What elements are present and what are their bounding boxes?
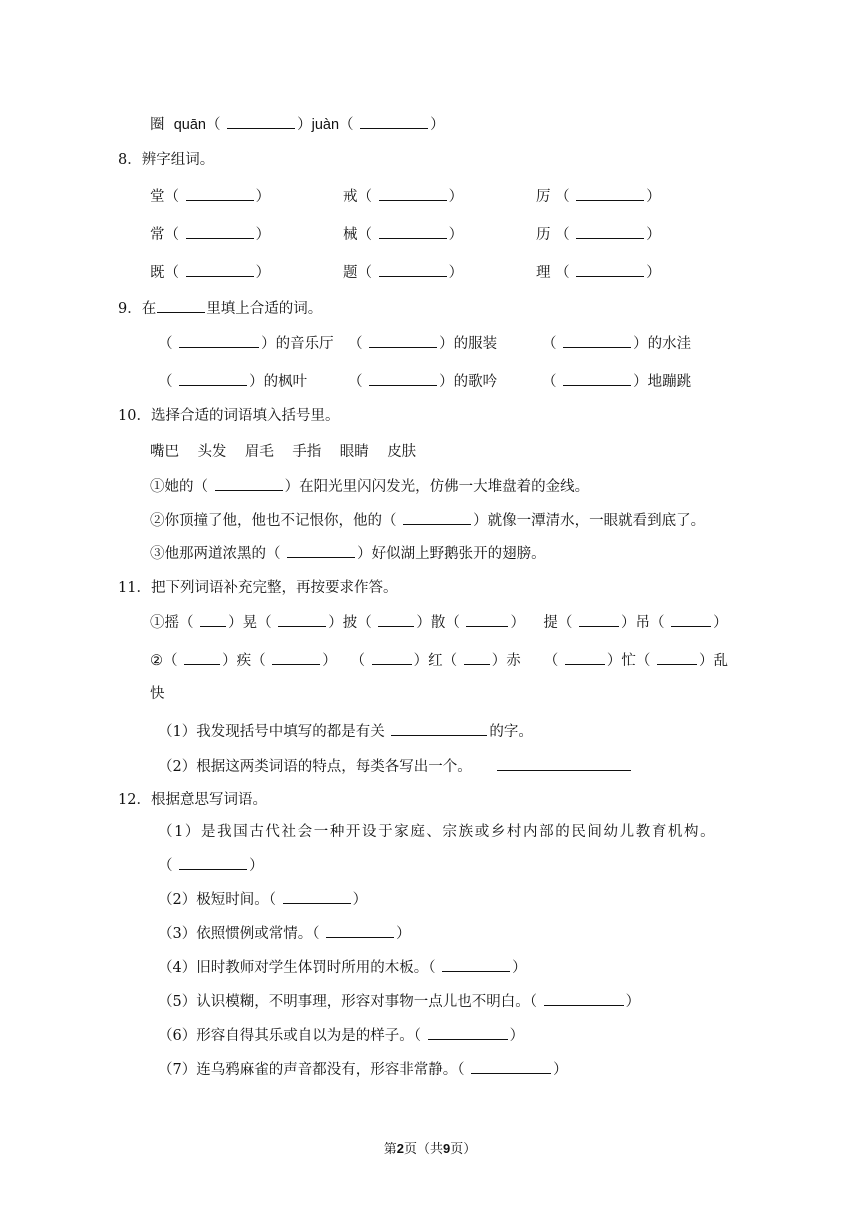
q10-sentence-1 xyxy=(150,476,589,497)
char: 散 xyxy=(430,615,446,631)
text: ）在阳光里闪闪发光，仿佛一大堆盘着的金线。 xyxy=(284,479,590,495)
char: 忙 xyxy=(621,653,636,669)
answer-blank[interactable] xyxy=(186,186,254,201)
q12-title: 12．根据意思写词语。 xyxy=(118,792,267,808)
text: ）就像一潭清水，一眼就看到底了。 xyxy=(473,513,706,529)
q8-char: 历 xyxy=(536,227,551,243)
word: 眼睛 xyxy=(339,444,369,460)
answer-blank[interactable] xyxy=(283,889,351,904)
q8-char: 堂 xyxy=(150,189,165,205)
text: （7）连乌鸦麻雀的声音都没有，形容非常静。（ xyxy=(158,1062,465,1078)
total-pages: 9 xyxy=(443,1141,451,1156)
text: 的字。 xyxy=(489,724,533,740)
q8-char: 题 xyxy=(343,265,358,281)
q12-item-5: （5）认识模糊，不明事理，形容对事物一点儿也不明白。（ ） xyxy=(158,991,640,1012)
word: 皮肤 xyxy=(387,444,417,460)
answer-blank[interactable] xyxy=(442,957,510,972)
q10-sentence-3 xyxy=(150,543,546,564)
char: ①摇 xyxy=(150,615,179,631)
answer-blank[interactable] xyxy=(657,650,697,665)
answer-blank[interactable] xyxy=(391,721,487,736)
answer-blank[interactable] xyxy=(184,650,220,665)
q8-item: 厉 （ ） xyxy=(536,186,661,207)
char: 提 xyxy=(543,615,558,631)
q11-answer-1 xyxy=(158,721,533,742)
text: （1）我发现括号中填写的都是有关 xyxy=(158,724,385,740)
text: （2）极短时间。（ xyxy=(158,892,276,908)
char: 晃 xyxy=(242,615,258,631)
phrase: 的枫叶 xyxy=(263,374,308,390)
title-blank xyxy=(157,298,205,313)
footer-text: 页） xyxy=(450,1142,477,1157)
q8-item: 常（ ） xyxy=(150,224,270,245)
answer-blank[interactable] xyxy=(369,333,437,348)
answer-blank[interactable] xyxy=(403,510,471,525)
q12-item-1: （1）是我国古代社会一种开设于家庭、宗族或乡村内部的民间幼儿教育机构。 xyxy=(158,824,717,840)
answer-blank[interactable] xyxy=(471,1059,551,1074)
answer-blank[interactable] xyxy=(466,612,508,627)
q8-item: 理 （ ） xyxy=(536,262,661,283)
answer-blank[interactable] xyxy=(326,923,394,938)
answer-blank[interactable] xyxy=(379,262,447,277)
answer-blank[interactable] xyxy=(379,186,447,201)
q9-row2: （ ）的枫叶 （ ）的歌吟 （ ）地蹦跳 xyxy=(158,371,691,392)
answer-blank[interactable] xyxy=(179,333,259,348)
word: 头发 xyxy=(197,444,227,460)
phrase: 的服装 xyxy=(453,336,498,352)
answer-blank[interactable] xyxy=(576,186,644,201)
q11-row2-wrap: 快 xyxy=(150,686,165,702)
q8-char: 理 xyxy=(536,265,551,281)
q10-word-bank xyxy=(150,442,416,462)
char: 披 xyxy=(342,615,358,631)
answer-blank[interactable] xyxy=(563,333,631,348)
phrase: 地蹦跳 xyxy=(647,374,692,390)
q8-char: 常 xyxy=(150,227,165,243)
answer-blank[interactable] xyxy=(579,612,619,627)
phrase: 的水洼 xyxy=(647,336,692,352)
q11-row2: ②（ ）疾（ ） （ ）红（ ）赤 （ ）忙（ ）乱 xyxy=(150,650,728,671)
answer-blank[interactable] xyxy=(378,612,414,627)
q8-item: 题（ ） xyxy=(343,262,463,283)
q8-item: 堂（ ） xyxy=(150,186,270,207)
answer-blank[interactable] xyxy=(278,612,326,627)
char: 疾 xyxy=(236,653,252,669)
footer-text: 第 xyxy=(383,1142,397,1157)
q12-item-6: （6）形容自得其乐或自以为是的样子。（ ） xyxy=(158,1025,524,1046)
answer-blank[interactable] xyxy=(565,650,605,665)
char: 乱 xyxy=(713,653,729,669)
q11-row1: ①摇（ ）晃（ ）披（ ）散（ ） 提（ ）吊（ ） xyxy=(150,612,728,633)
answer-blank[interactable] xyxy=(272,650,320,665)
q8-item: 既（ ） xyxy=(150,262,270,283)
footer-text: 页（共 xyxy=(403,1142,443,1157)
phrase: 的音乐厅 xyxy=(275,336,334,352)
q10-sentence-2 xyxy=(150,510,705,531)
answer-blank[interactable] xyxy=(360,114,428,129)
q8-char: 戒 xyxy=(343,189,358,205)
answer-blank[interactable] xyxy=(544,991,624,1006)
q12-item-7: （7）连乌鸦麻雀的声音都没有，形容非常静。（ ） xyxy=(158,1059,568,1080)
q12-item-1-answer: （ ） xyxy=(158,855,264,876)
phrase: 的歌吟 xyxy=(453,374,498,390)
q9-row1: （ ）的音乐厅 （ ）的服装 （ ）的水洼 xyxy=(158,333,691,354)
answer-blank[interactable] xyxy=(379,224,447,239)
answer-blank[interactable] xyxy=(576,262,644,277)
answer-blank[interactable] xyxy=(372,650,412,665)
text: （6）形容自得其乐或自以为是的样子。（ xyxy=(158,1028,421,1044)
char: 圈 xyxy=(150,117,165,133)
q8-char: 厉 xyxy=(536,189,551,205)
char: 吊 xyxy=(635,615,650,631)
q8-char: 既 xyxy=(150,265,165,281)
text: （5）认识模糊，不明事理，形容对事物一点儿也不明白。（ xyxy=(158,994,537,1010)
q12-item-4: （4）旧时教师对学生体罚时所用的木板。（ ） xyxy=(158,957,527,978)
q8-title: 8．辨字组词。 xyxy=(118,152,215,168)
q9-title xyxy=(118,298,322,319)
q9-title-b: 里填上合适的词。 xyxy=(206,301,323,317)
word: 手指 xyxy=(292,444,322,460)
answer-blank[interactable] xyxy=(179,371,247,386)
answer-blank[interactable] xyxy=(563,371,631,386)
pinyin-1: quān xyxy=(173,117,206,133)
q11-title: 11．把下列词语补充完整，再按要求作答。 xyxy=(118,580,398,596)
q8-item: 械（ ） xyxy=(343,224,463,245)
answer-blank[interactable] xyxy=(464,650,490,665)
answer-blank[interactable] xyxy=(186,224,254,239)
q10-title: 10．选择合适的词语填入括号里。 xyxy=(118,408,340,424)
answer-blank[interactable] xyxy=(227,114,295,129)
text: （2）根据这两类词语的特点，每类各写出一个。 xyxy=(158,759,472,775)
text: ③他那两道浓黑的（ xyxy=(150,546,281,562)
page-footer xyxy=(0,1138,860,1157)
answer-blank[interactable] xyxy=(428,1025,508,1040)
text: ）好似湖上野鹅张开的翅膀。 xyxy=(357,546,546,562)
page-number: 2 xyxy=(396,1141,404,1156)
char: ② xyxy=(150,653,163,669)
q11-answer-2 xyxy=(158,756,633,777)
answer-blank[interactable] xyxy=(200,612,226,627)
q12-item-3: （3）依照惯例或常情。（ ） xyxy=(158,923,411,944)
char: 赤 xyxy=(506,653,521,669)
q12-item-2: （2）极短时间。（ ） xyxy=(158,889,367,910)
answer-blank[interactable] xyxy=(287,543,355,558)
q8-char: 械 xyxy=(343,227,358,243)
answer-blank[interactable] xyxy=(186,262,254,277)
q8-item: 历 （ ） xyxy=(536,224,661,245)
answer-blank[interactable] xyxy=(497,756,631,771)
q8-item: 戒（ ） xyxy=(343,186,463,207)
word: 嘴巴 xyxy=(150,444,179,460)
text: ②你顶撞了他，他也不记恨你，他的（ xyxy=(150,513,397,529)
answer-blank[interactable] xyxy=(576,224,644,239)
text: （4）旧时教师对学生体罚时所用的木板。（ xyxy=(158,960,436,976)
text: ①她的（ xyxy=(150,479,208,495)
answer-blank[interactable] xyxy=(179,855,247,870)
answer-blank[interactable] xyxy=(671,612,711,627)
text: （3）依照惯例或常情。（ xyxy=(158,926,320,942)
answer-blank[interactable] xyxy=(369,371,437,386)
answer-blank[interactable] xyxy=(215,476,283,491)
char: 红 xyxy=(428,653,443,669)
pinyin-line: 圈 quān（ ）juàn（ ） xyxy=(150,114,445,135)
word: 眉毛 xyxy=(244,444,274,460)
q9-title-a: 9．在 xyxy=(118,301,157,317)
pinyin-2: juàn xyxy=(311,117,340,133)
